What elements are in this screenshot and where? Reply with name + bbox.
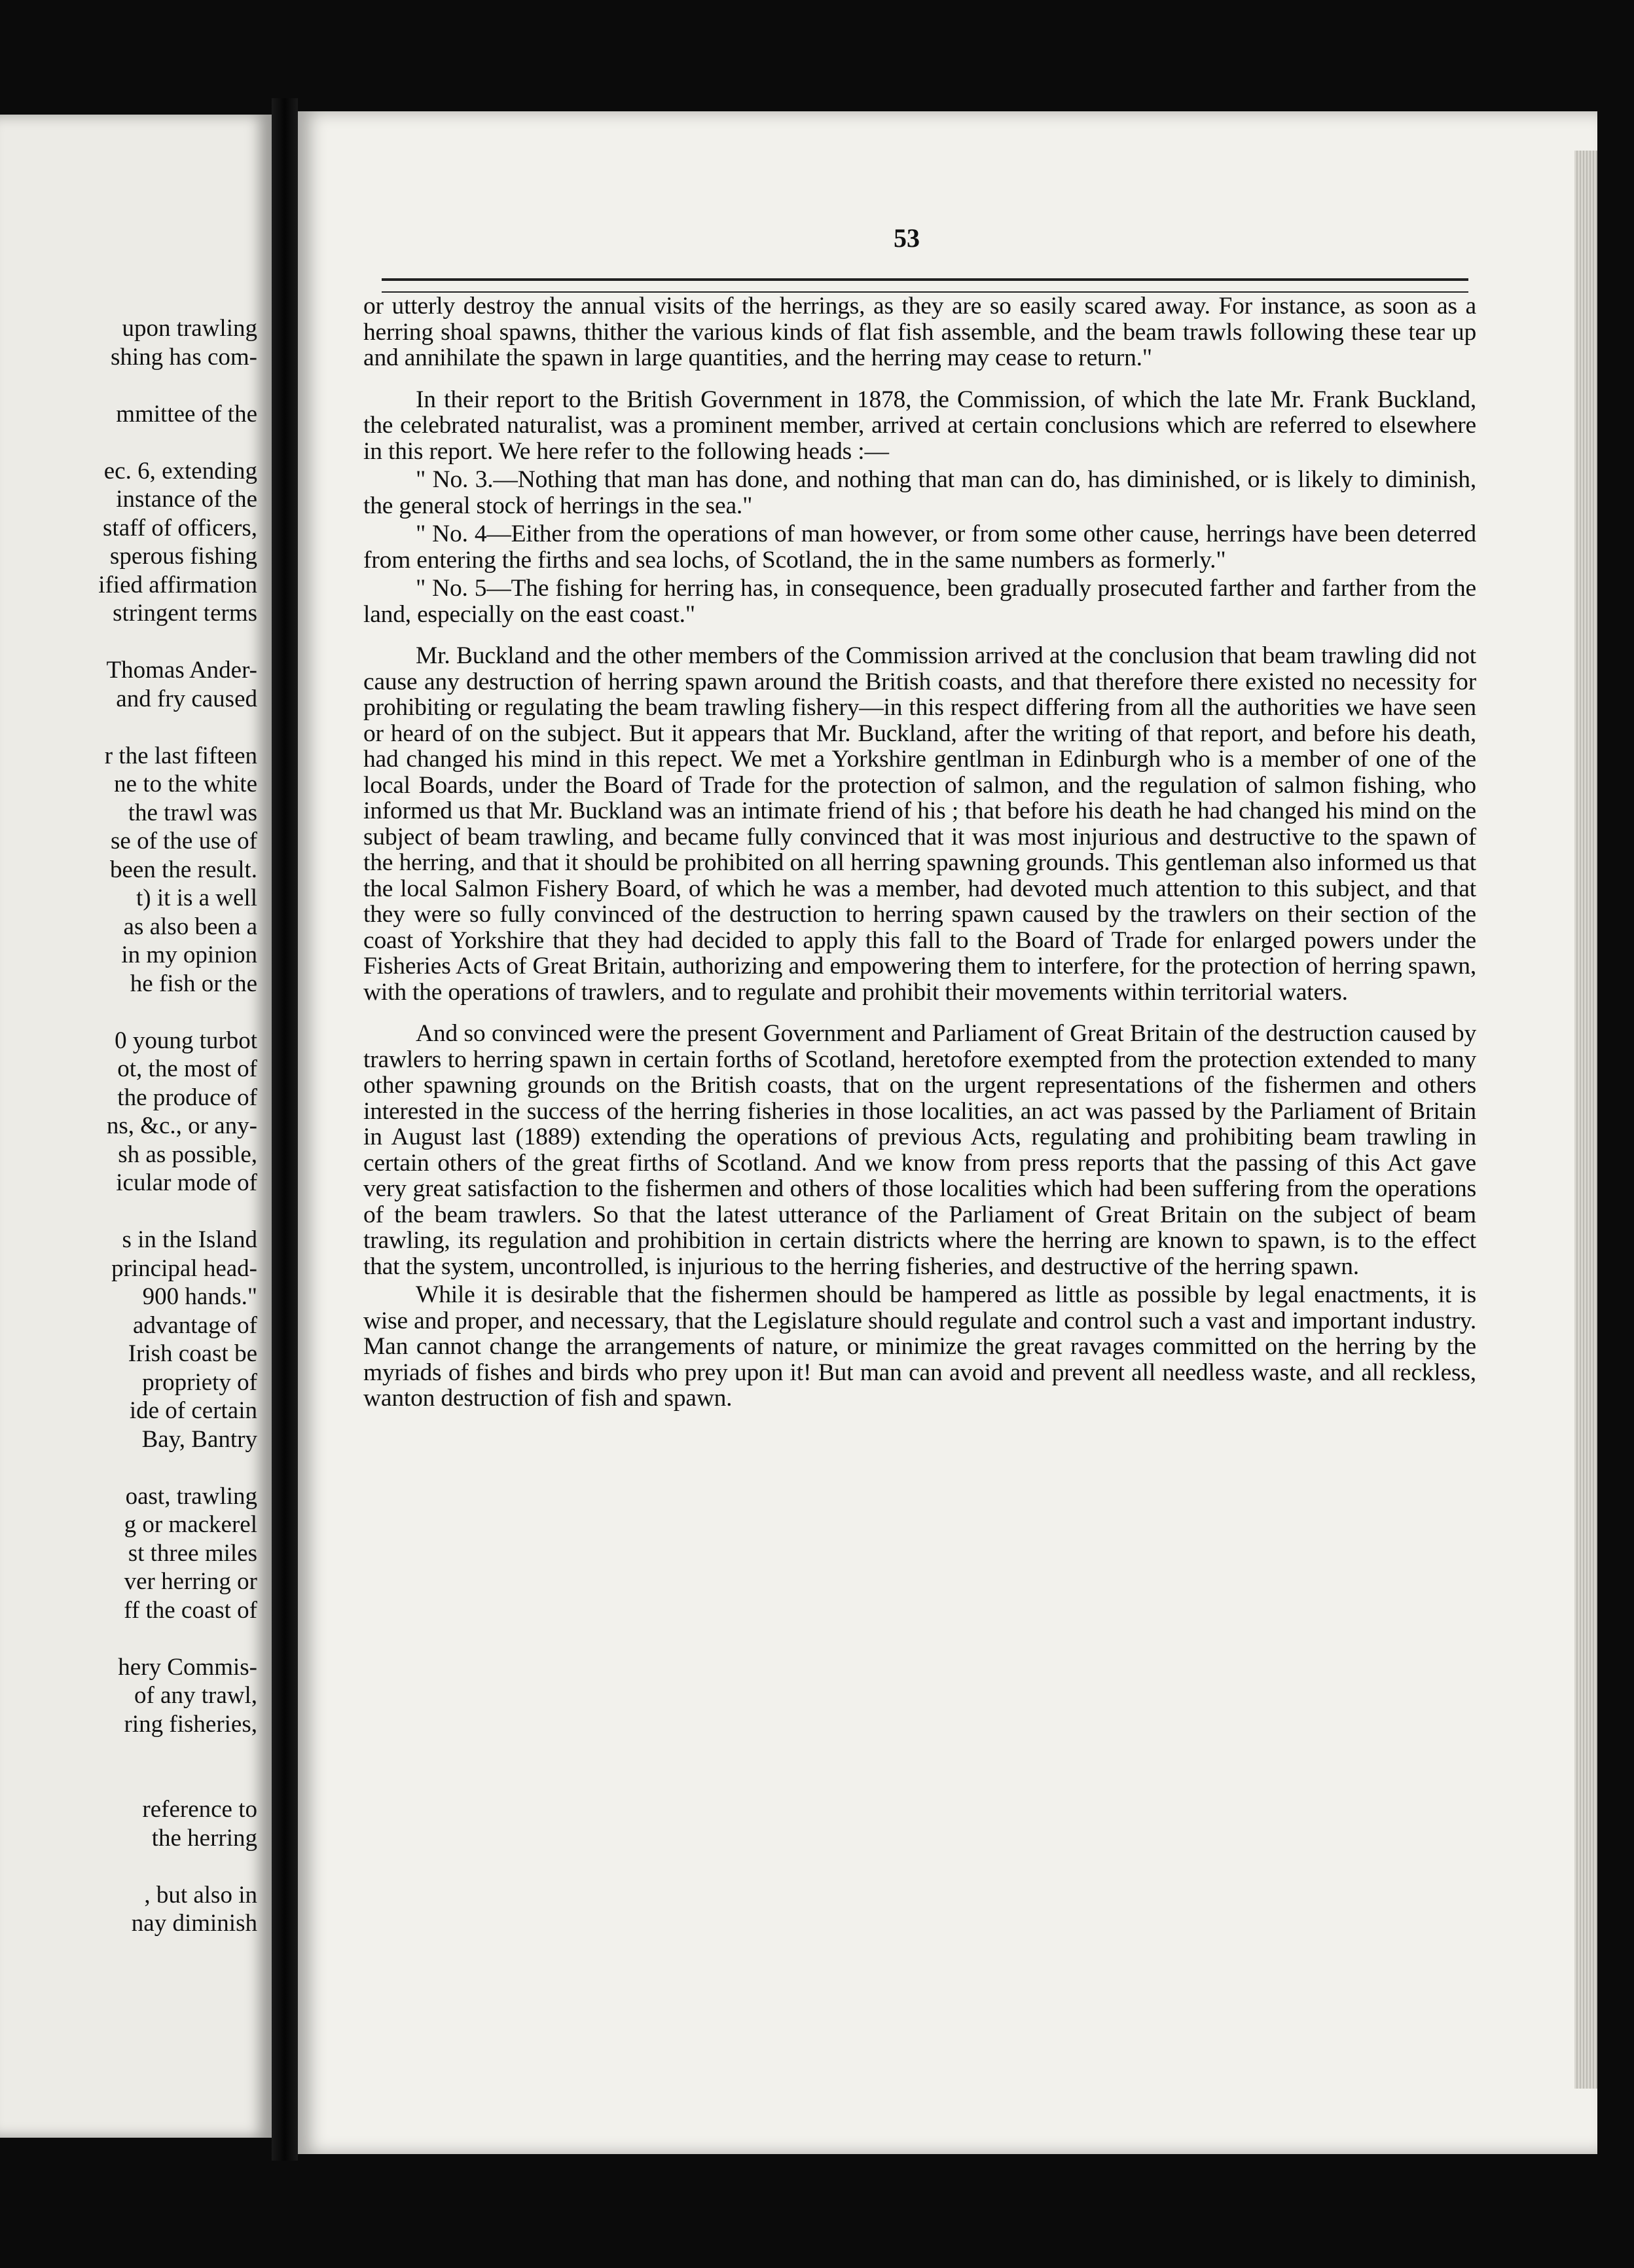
left-page-line: 900 hands." bbox=[142, 1283, 257, 1310]
left-page-line: been the result. bbox=[110, 856, 257, 883]
paragraph-parliament: And so convinced were the present Government and Parliament of Great Britain of the destruction caused by trawlers to herring spawn in certain forths of Scotland, heretofore exempted from the protection extended to many other spawning grounds on the British coasts, that on the urgent representations of the fishermen and others interested in the success of the herring fisheries in those localities, an act was passed by the Parliament of Britain in August last (1889) extending the operations of previous Acts, regulating and prohibiting beam trawling in certain others of the great firths of Scotland. And we know from press reports that the passing of this Act gave very great satisfaction to the fishermen and others of those localities which had been suffering from the operations of the beam trawlers. So that the latest utterance of the Parliament of Great Britain on the subject of beam trawling, its regulation and prohibition in certain districts where the herring are known to spawn, is to the effect that the system, uncontrolled, is injurious to the herring fisheries, and destructive of the herring spawn. bbox=[363, 1020, 1476, 1280]
left-page-line: ified affirmation bbox=[98, 571, 257, 598]
paragraph-buckland: Mr. Buckland and the other members of the Commission arrived at the conclusion that beam trawling did not cause any destruction of herring spawn around the British coasts, and that therefore there existed no necessity for prohibiting or regulating the beam trawling fishery—in this respect differing from all the authorities we have seen or heard of on the subject. But it appears that Mr. Buckland, after the writing of that report, and before his death, had changed his mind in this repect. We met a Yorkshire gentlman in Edinburgh who is a member of one of the local Boards, under the Board of Trade for the protection of salmon, and the regulation of salmon fishing, who informed us that Mr. Buckland was an intimate friend of his ; that before his death he had changed his mind on the subject of beam trawling, and became fully convinced that it was most injurious and destructive to the spawn of the herring, and that it should be prohibited on all herring spawning grounds. This gentleman also informed us that the local Salmon Fishery Board, of which he was a member, had devoted much attention to this subject, and that they were so fully convinced of the destruction to herring spawn caused by the trawlers on their section of the coast of Yorkshire that they had decided to apply this fall to the Board of Trade for enlarged powers under the Fisheries Acts of Great Britain, authorizing and empowering them to interfere, for the protection of herring spawn, with the operations of trawlers, and to regulate and prohibit their movements within territorial waters. bbox=[363, 642, 1476, 1006]
left-page-line: 0 young turbot bbox=[115, 1027, 257, 1054]
left-page-line: and fry caused bbox=[116, 685, 257, 712]
left-page-line: ff the coast of bbox=[124, 1596, 257, 1624]
left-page-line: the herring bbox=[151, 1824, 257, 1852]
left-page-line: ring fisheries, bbox=[124, 1710, 257, 1738]
left-page-line: in my opinion bbox=[121, 942, 257, 968]
paragraph-legislature: While it is desirable that the fishermen should be hampered as little as possible by legal enactments, it is wise and proper, and necessary, that the Legislature should regulate and control such a vast and important industry. Man cannot change the arrangements of nature, or minimize the great ravages committed on the herring by the myriads of fishes and birds who prey upon it! But man can avoid and prevent all needless waste, and all reckless, wanton destruction of fish and spawn. bbox=[363, 1281, 1476, 1412]
left-page-line: icular mode of bbox=[116, 1169, 257, 1196]
header-double-rule bbox=[382, 278, 1468, 293]
left-page-line: reference to bbox=[142, 1796, 257, 1823]
paragraph-quote-continuation: or utterly destroy the annual visits of the herrings, as they are so easily scared away. For instance, as soon as a herring shoal spawns, thither the various kinds of flat fish assemble, and the beam trawls following these tear up and annihilate the spawn in large quantities, and the herring may cease to return." bbox=[363, 293, 1476, 371]
left-page-line: upon trawling bbox=[122, 315, 257, 342]
left-page-line: ec. 6, extending bbox=[103, 457, 257, 485]
paragraph-head-no-5: " No. 5—The fishing for herring has, in consequence, been gradually prosecuted farther and farther from the land, especially on the east coast." bbox=[363, 575, 1476, 628]
book-gutter bbox=[272, 98, 298, 2161]
left-page-line: se of the use of bbox=[111, 828, 257, 854]
left-page-line: principal head- bbox=[111, 1254, 257, 1282]
paragraph-head-no-3: " No. 3.—Nothing that man has done, and nothing that man can do, has diminished, or is likely to diminish, the general stock of herrings in the sea." bbox=[363, 466, 1476, 519]
left-page-line: st three miles bbox=[128, 1539, 257, 1567]
left-page-line: staff of officers, bbox=[103, 514, 257, 541]
left-page-line: of any trawl, bbox=[134, 1682, 257, 1709]
left-page-line: the trawl was bbox=[128, 799, 257, 826]
left-page-line: ot, the most of bbox=[117, 1055, 257, 1082]
left-page-line: instance of the bbox=[116, 486, 257, 513]
left-page-line: shing has com- bbox=[110, 343, 257, 371]
paragraph-commission-report: In their report to the British Government in 1878, the Commission, of which the late Mr. Frank Buckland, the celebrated naturalist, was a prominent member, arrived at certain conclusions which are referred to elsewhere in this report. We here refer to the following heads :— bbox=[363, 386, 1476, 465]
left-page-line: t) it is a well bbox=[136, 885, 257, 911]
left-page-line: mmittee of the bbox=[116, 400, 257, 428]
left-page-line: , but also in bbox=[144, 1881, 257, 1909]
left-page-line: propriety of bbox=[142, 1368, 257, 1396]
left-page-line: the produce of bbox=[117, 1084, 257, 1111]
left-page-line: ver herring or bbox=[124, 1568, 257, 1595]
left-page-line: sperous fishing bbox=[109, 543, 257, 570]
left-page-line: stringent terms bbox=[113, 600, 257, 627]
left-page-line: advantage of bbox=[132, 1311, 257, 1339]
left-page-line: nay diminish bbox=[131, 1910, 257, 1937]
left-page-line: ns, &c., or any- bbox=[106, 1112, 257, 1139]
left-page-line: ide of certain bbox=[129, 1397, 257, 1424]
left-page-line: ne to the white bbox=[114, 771, 257, 797]
left-page-line: g or mackerel bbox=[124, 1511, 257, 1538]
left-page-line: oast, trawling bbox=[125, 1482, 257, 1510]
left-page-line: r the last fifteen bbox=[104, 742, 257, 769]
left-page-line: s in the Island bbox=[122, 1226, 257, 1253]
left-page-line: as also been a bbox=[123, 913, 257, 940]
right-page bbox=[298, 111, 1597, 2154]
page-body bbox=[363, 293, 1476, 1414]
left-page-line: hery Commis- bbox=[118, 1653, 257, 1681]
page-number: 53 bbox=[894, 223, 920, 253]
left-facing-page bbox=[0, 115, 272, 2138]
left-page-line: Bay, Bantry bbox=[141, 1425, 257, 1453]
left-page-line: Thomas Ander- bbox=[106, 657, 257, 684]
page-edge-stack bbox=[1574, 151, 1597, 2089]
left-page-line: he fish or the bbox=[130, 970, 257, 997]
left-page-line: sh as possible, bbox=[118, 1141, 257, 1168]
left-page-line: Irish coast be bbox=[128, 1340, 257, 1367]
paragraph-head-no-4: " No. 4—Either from the operations of man however, or from some other cause, herrings have been deterred from entering the firths and sea lochs, of Scotland, the in the same numbers as formerly." bbox=[363, 521, 1476, 574]
